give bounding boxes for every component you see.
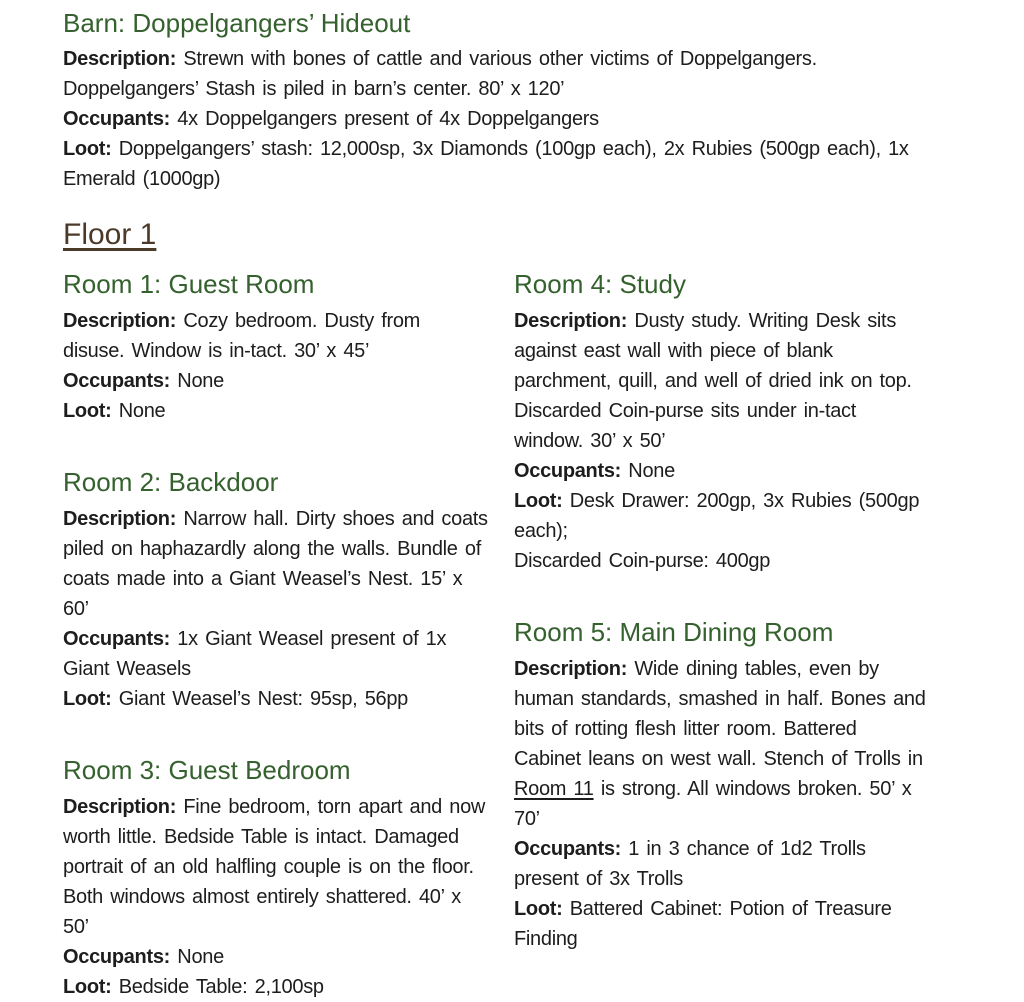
right-column (514, 268, 927, 1002)
room-section (514, 268, 927, 576)
field-label: Loot: (63, 138, 112, 160)
field-label: Loot: (63, 688, 112, 710)
room-field: Description: Wide dining tables, even by human standards, smashed in half. Bones and bits of rotting flesh litter room. Battered Cabinet leans on west wall. Stench of Trolls in Room 11 is strong. All windows broken. 50’ x 70’ (514, 658, 926, 830)
room-field: Loot: Battered Cabinet: Potion of Treasure Finding (514, 898, 892, 950)
room-title: Room 5: Main Dining Room (514, 617, 834, 647)
room-title: Room 2: Backdoor (63, 467, 279, 497)
field-label: Loot: (514, 490, 563, 512)
floor-heading: Floor 1 (63, 218, 157, 251)
two-column-layout (63, 268, 927, 1002)
room-field: Occupants: 1 in 3 chance of 1d2 Trolls present of 3x Trolls (514, 838, 866, 890)
field-label: Occupants: (514, 838, 622, 860)
field-label: Occupants: (63, 946, 171, 968)
room-field: Loot: None (63, 400, 166, 422)
field-label: Loot: (63, 400, 112, 422)
field-label: Description: (514, 310, 628, 332)
room-field: Occupants: None (63, 370, 224, 392)
room-field: Description: Cozy bedroom. Dusty from disuse. Window is in-tact. 30’ x 45’ (63, 310, 421, 362)
field-label: Description: (63, 508, 177, 530)
field-label: Description: (514, 658, 628, 680)
field-label: Description: (63, 796, 177, 818)
room-field: Description: Fine bedroom, torn apart and now worth little. Bedside Table is intact. Damaged portrait of an old halfling couple is on the floor. Both windows almost entirely shattered. 40’ x 50’ (63, 796, 486, 938)
room-title: Room 1: Guest Room (63, 269, 315, 299)
barn-section-fields (63, 44, 927, 194)
room-field: Loot: Giant Weasel’s Nest: 95sp, 56pp (63, 688, 408, 710)
room-field: Description: Dusty study. Writing Desk sits against east wall with piece of blank parchment, quill, and well of dried ink on top. Discarded Coin-purse sits under in-tact window. 30’ x 50’ (514, 310, 912, 452)
room-title: Room 3: Guest Bedroom (63, 755, 351, 785)
room-field: Occupants: None (514, 460, 675, 482)
field-label: Loot: (514, 898, 563, 920)
left-column (63, 268, 488, 1002)
room-field: Description: Narrow hall. Dirty shoes and coats piled on haphazardly along the walls. Bundle of coats made into a Giant Weasel’s Nest. 15’ x 60’ (63, 508, 488, 620)
room-field: Occupants: 1x Giant Weasel present of 1x Giant Weasels (63, 628, 447, 680)
field-label: Loot: (63, 976, 112, 998)
field-label: Description: (63, 48, 177, 70)
field-label: Occupants: (63, 108, 171, 130)
room-title: Room 4: Study (514, 269, 686, 299)
room-field: Loot: Doppelgangers’ stash: 12,000sp, 3x Diamonds (100gp each), 2x Rubies (500gp each), 1x Emerald (1000gp) (63, 138, 909, 190)
room-section (63, 754, 488, 1002)
room-field: Occupants: 4x Doppelgangers present of 4x Doppelgangers (63, 108, 599, 130)
room-field: Loot: Desk Drawer: 200gp, 3x Rubies (500gp each); Discarded Coin-purse: 400gp (514, 490, 920, 572)
field-label: Occupants: (514, 460, 622, 482)
room-field: Description: Strewn with bones of cattle and various other victims of Doppelgangers. Doppelgangers’ Stash is piled in barn’s center. 80’ x 120’ (63, 48, 817, 100)
barn-section-title: Barn: Doppelgangers’ Hideout (63, 8, 411, 38)
field-label: Occupants: (63, 370, 171, 392)
field-label: Occupants: (63, 628, 171, 650)
room-section (63, 268, 488, 426)
room-section (514, 616, 927, 954)
field-label: Description: (63, 310, 177, 332)
room-field: Loot: Bedside Table: 2,100sp (63, 976, 324, 998)
room-11-link[interactable]: Room 11 (514, 778, 594, 800)
room-section (63, 466, 488, 714)
room-field: Occupants: None (63, 946, 224, 968)
